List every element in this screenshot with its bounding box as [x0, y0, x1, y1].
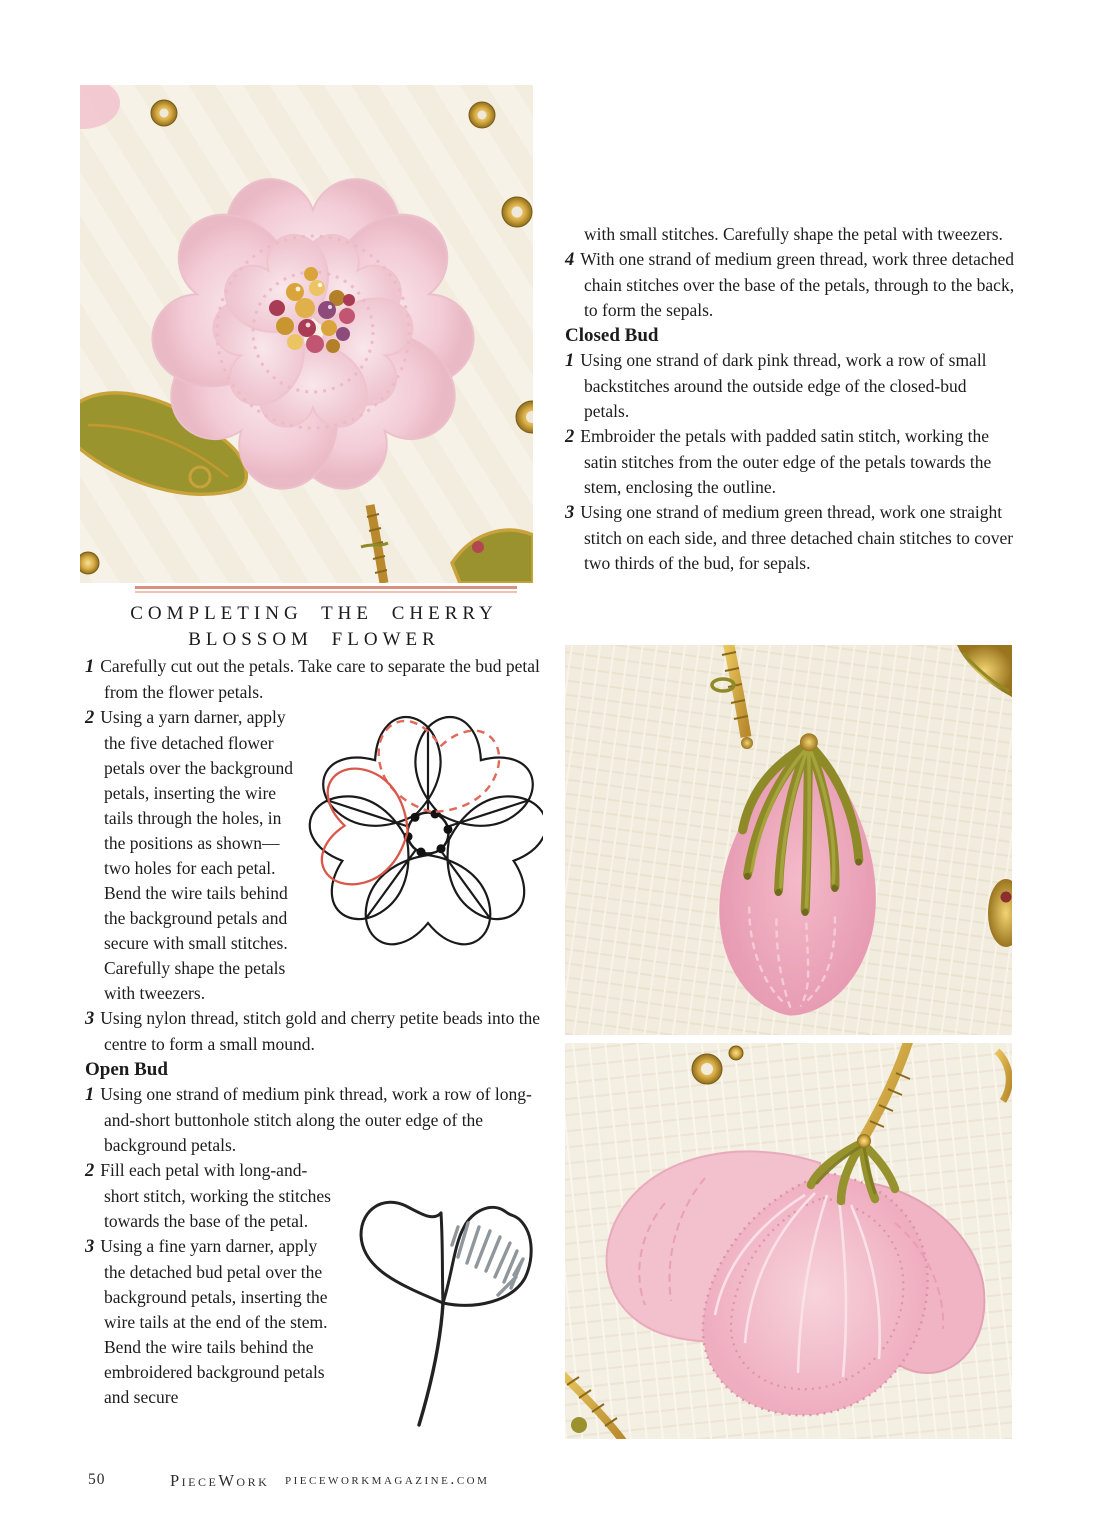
- step-number: 3: [565, 503, 575, 523]
- petal-centre-line: [441, 1213, 443, 1303]
- step-item: [565, 247, 1015, 323]
- step-item: [85, 654, 543, 705]
- step-number: 2: [565, 427, 575, 447]
- page-number: 50: [88, 1471, 106, 1488]
- detached-petal-dashed-red: [371, 717, 503, 820]
- step-text: Carefully cut out the petals. Take care to separate the bud petal from the flower petals.: [100, 655, 540, 702]
- step-number: 3: [85, 1008, 95, 1029]
- step-item: [565, 424, 1015, 500]
- left-text-column: [85, 586, 543, 1438]
- step-item: [565, 500, 1015, 576]
- section-heading-line2: BLOSSOM FLOWER: [188, 628, 440, 650]
- right-text-column: [565, 222, 1015, 576]
- open-bud-illustration: [565, 1043, 1012, 1439]
- bud-outline: [361, 1202, 531, 1425]
- step-number: 1: [85, 656, 95, 677]
- step-number: 2: [85, 707, 95, 728]
- step-number: 3: [85, 1236, 95, 1257]
- step-text: With one strand of medium green thread, work three detached chain stitches over the base of the petals, through to the back, to form the sepals.: [580, 249, 1015, 320]
- step-number: 1: [565, 351, 575, 371]
- step-text: Using one strand of medium green thread, work one straight stitch on each side, and three detached chain stitches to cover two thirds of the bud, for sepals.: [580, 502, 1014, 573]
- section-accent-rule: [135, 586, 517, 593]
- bud-stem-line: [419, 1303, 443, 1425]
- step-text: Fill each petal with long-and-short stitch, working the stitches towards the base of the petal.: [100, 1159, 331, 1231]
- flower-photo-illustration: [80, 85, 533, 583]
- closed-bud-illustration: [565, 645, 1012, 1035]
- step-text: Using a yarn darner, apply the five detached flower petals over the background petals, inserting the wire tails through the holes, in the positions as shown—two holes for each petal. Bend the wire tails behind the background petals and secure with small stitches. Carefully shape the petals with tweezers.: [100, 706, 294, 1003]
- section-heading-line1: COMPLETING THE CHERRY: [130, 602, 498, 624]
- open-bud-photo: [565, 1043, 1012, 1439]
- subsection-heading-closed-bud: Closed Bud: [565, 325, 659, 346]
- subsection-heading-open-bud: Open Bud: [85, 1058, 168, 1080]
- step-text: Embroider the petals with padded satin stitch, working the satin stitches from the outer edge of the petals towards the stem, enclosing the outline.: [580, 426, 992, 497]
- step-text: Using nylon thread, stitch gold and cherry petite beads into the centre to form a small mound.: [100, 1007, 541, 1054]
- cherry-blossom-flower-photo: [80, 85, 533, 583]
- step-item: [565, 348, 1015, 424]
- magazine-name: PieceWork: [170, 1471, 270, 1490]
- bud-stitch-diagram: [348, 1185, 543, 1438]
- flower-placement-diagram: [308, 707, 543, 957]
- step-text: Using one strand of medium pink thread, work a row of long-and-short buttonhole stitch along the outer edge of the background petals.: [100, 1083, 532, 1155]
- flower-outline: [308, 707, 543, 944]
- page-footer: [0, 1471, 1100, 1501]
- website-url: pieceworkmagazine.com: [285, 1471, 490, 1488]
- step-number: 4: [565, 250, 575, 270]
- step-text: Using one strand of dark pink thread, work a row of small backstitches around the outside edge of the closed-bud petals.: [580, 350, 987, 421]
- step-item: [85, 1006, 543, 1057]
- section-heading: [85, 601, 543, 653]
- step-text: Using a fine yarn darner, apply the detached bud petal over the background petals, inserting the wire tails at the end of the stem. Bend the wire tails behind the embroidered background petals and secure: [100, 1235, 328, 1407]
- step-item: [85, 1082, 543, 1158]
- closed-bud-photo: [565, 645, 1012, 1035]
- continuation-text: with small stitches. Carefully shape the petal with tweezers.: [584, 224, 1003, 244]
- step-number: 1: [85, 1084, 95, 1105]
- step-number: 2: [85, 1160, 95, 1181]
- left-petal-lobe: [361, 1202, 443, 1303]
